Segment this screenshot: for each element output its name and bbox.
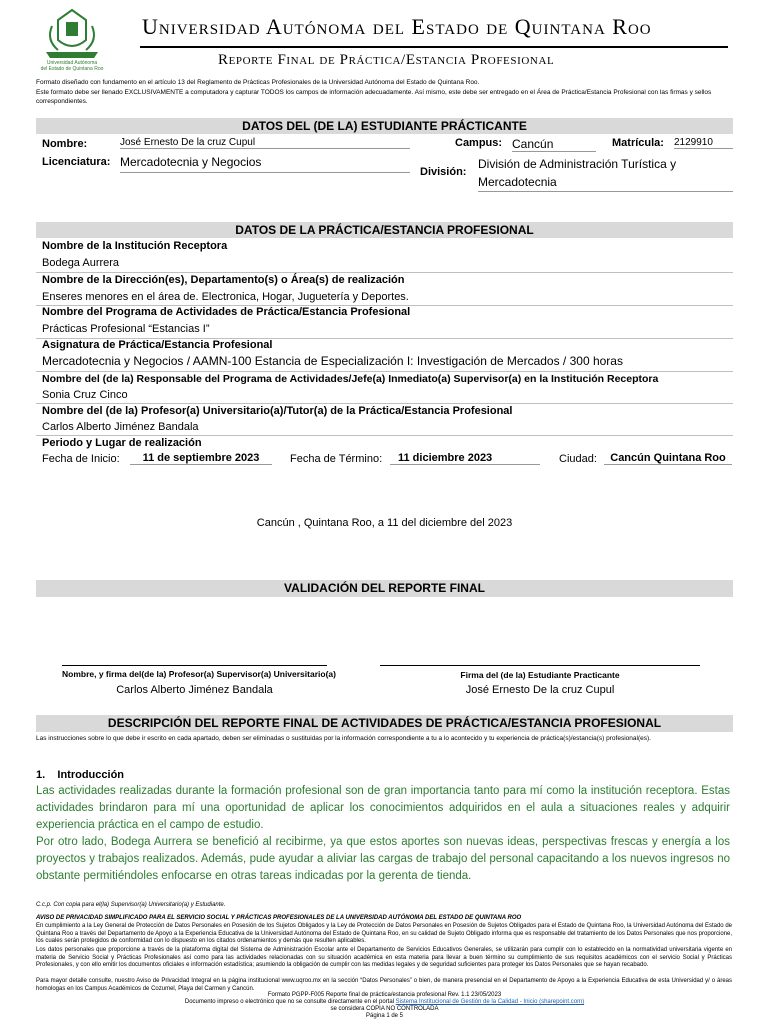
campus-label: Campus: [455, 137, 503, 149]
division-label: División: [420, 166, 467, 178]
university-seal-icon [36, 6, 108, 62]
city-label: Ciudad: [559, 453, 597, 465]
sig-left-name: Carlos Alberto Jiménez Bandala [116, 684, 273, 696]
institution-label: Nombre de la Institución Receptora [42, 240, 228, 252]
report-title: Reporte Final de Práctica/Estancia Profesional [218, 52, 555, 68]
degree-value: Mercadotecnia y Negocios [120, 155, 410, 173]
logo-caption: Universidad Autónoma del Estado de Quintana Roo [40, 60, 104, 72]
privacy-text-2: Los datos personales que proporcione a través de la plataforma digital del Sistema de Administración Escolar ante el Departamento de Servicios Educativos Generales, se utilizarán para cumplir con lo establecido en la normatividad universitaria vigente en materia de Servicio Social y Prácticas Profesionales así como para las actividades relacionadas con su situación académica en esta materia para llevar a buen término su cumplimiento de sus requisitos académicos con el servicio Social y Prácticas Profesionales, y con ello emitir los documentos oficiales e información estadística; asumiendo la obligación de cumplir con las medidas legales y de seguridad suficientes para proteger los Datos Personales que se hayan recabado. [36, 947, 732, 968]
sig-right-label: Firma del (de la) Estudiante Practicante [460, 670, 620, 680]
doc-line-text: Documento impreso o electrónico que no se consulte directamente en el portal [184, 999, 394, 1005]
university-logo [36, 6, 108, 74]
student-section-title: DATOS DEL (DE LA) ESTUDIANTE PRÁCTICANTE [36, 118, 733, 134]
practice-section-title: DATOS DE LA PRÁCTICA/ESTANCIA PROFESIONAL [36, 222, 733, 238]
institution-value: Bodega Aurrera [42, 257, 120, 269]
sig-left-label: Nombre, y firma del(de la) Profesor(a) Supervisor(a) Universitario(a) [62, 669, 336, 679]
city-value: Cancún Quintana Roo [604, 452, 732, 465]
division-value: División de Administración Turística y Mercadotecnia [478, 155, 733, 192]
program-label: Nombre del Programa de Actividades de Práctica/Estancia Profesional [42, 306, 411, 318]
divider [36, 435, 733, 436]
privacy-title: AVISO DE PRIVACIDAD SIMPLIFICADO PARA EL SERVICIO SOCIAL Y PRÁCTICAS PROFESIONALES DE LA UNIVERSIDAD AUTÓNOMA DEL ESTADO DE QUINTANA ROO [36, 915, 522, 921]
sig-right-name: José Ernesto De la cruz Cupul [465, 684, 615, 696]
area-value: Enseres menores en el área de. Electronica, Hogar, Juguetería y Deportes. [42, 291, 409, 303]
intro-heading: 1. Introducción [36, 769, 125, 781]
start-date: 11 de septiembre 2023 [130, 452, 272, 465]
quality-system-link[interactable]: Sistema Institucional de Gestión de la Calidad - Inicio (sharepoint.com) [395, 999, 585, 1005]
student-id: 2129910 [674, 137, 733, 149]
campus-value: Cancún [512, 137, 596, 152]
copy-note: se considera COPIA NO CONTROLADA [330, 1006, 439, 1012]
supervisor-value: Sonia Cruz Cinco [42, 389, 128, 401]
signature-line-left [62, 665, 327, 666]
program-value: Prácticas Profesional “Estancias I” [42, 323, 210, 335]
validation-section-title: VALIDACIÓN DEL REPORTE FINAL [36, 580, 733, 597]
divider [36, 371, 733, 372]
name-label: Nombre: [42, 138, 88, 150]
intro-paragraph-2: Por otro lado, Bodega Aurrera se benefició al recibirme, ya que estos aportes son nuevas ideas, perspectivas frescas y energía a los proyectos y trabajos realizados. Además, pude ayudar a aliviar las cargas de trabajo del personal capacitando a los nuevos ingresos no obstante permitiéndoles enfocarse en otras tareas indicadas por la gerenta de tienda. [36, 836, 730, 882]
id-label: Matrícula: [612, 137, 664, 149]
tutor-value: Carlos Alberto Jiménez Bandala [42, 421, 199, 433]
tutor-label: Nombre del (de la) Profesor(a) Universitario(a)/Tutor(a) de la Práctica/Estancia Profesional [42, 405, 513, 417]
format-line: Formato PGPP-F005 Reporte final de práctica/estancia profesional Rev. 1.1 23/05/2023 [267, 992, 502, 998]
privacy-text-1: En cumplimiento a la Ley General de Protección de Datos Personales en Posesión de los Sujetos Obligados y la Ley de Protección de Datos Personales en Posesión de Sujetos Obligados para el Estado de Quintana Roo, la Universidad Autónoma del Estado de Quintana Roo a través del Departamento de Apoyo a la Experiencia Educativa de la Universidad Autónoma del Estado de Quintana Roo, en su calidad de Sujeto Obligado informa que es responsable del tratamiento de los Datos Personales que nos proporcione, los cuales serán protegidos de conformidad con lo dispuesto en los citados ordenamientos y demás que resulten aplicables. [36, 923, 732, 944]
doc-line [36, 999, 733, 1005]
header-rule [140, 46, 728, 48]
student-name: José Ernesto De la cruz Cupul [120, 137, 410, 149]
subject-label: Asignatura de Práctica/Estancia Profesional [42, 339, 273, 351]
privacy-text-3: Para mayor detalle consulte, nuestro Aviso de Privacidad Integral en la página institucional www.uqroo.mx en la sección “Datos Personales” o bien, de manera presencial en el Departamento de Apoyo a la Experiencia Educativa de esta Universidad y/ o áreas homologas en los Campus Académicos de Cozumel, Playa del Carmen y Cancún. [36, 978, 732, 992]
end-label: Fecha de Término: [290, 453, 383, 465]
description-section-title: DESCRIPCIÓN DEL REPORTE FINAL DE ACTIVIDADES DE PRÁCTICA/ESTANCIA PROFESIONAL [36, 715, 733, 732]
ccp-note: C.c.p. Con copia para el(la) Supervisor(a) Universitario(a) y Estudiante. [36, 902, 226, 908]
format-note-1: Formato diseñado con fundamento en el artículo 13 del Reglamento de Prácticas Profesionales de la Universidad Autónoma del Estado de Quintana Roo. [36, 79, 480, 86]
page-number: Página 1 de 5 [365, 1013, 404, 1019]
intro-paragraph-1: Las actividades realizadas durante la formación profesional son de gran importancia tanto para mí como la institución receptora. Estas actividades brindaron para mí una oportunidad de aplicar los conocimientos adquiridos en el aula a situaciones reales y adquirir experiencia práctica en el campo de estudio. [36, 785, 730, 831]
place-date: Cancún , Quintana Roo, a 11 del diciembre del 2023 [256, 517, 513, 529]
description-instructions: Las instrucciones sobre lo que debe ir escrito en cada apartado, deben ser eliminadas o sustituidas por la información correspondiente a tu a lo acontecido y tu experiencia de práctica(s)/estancia(s) profesional(es). [36, 735, 651, 742]
degree-label: Licenciatura: [42, 156, 111, 168]
area-label: Nombre de la Dirección(es), Departamento(s) o Área(s) de realización [42, 274, 405, 286]
format-note-2: Este formato debe ser llenado EXCLUSIVAMENTE a computadora y capturar TODOS los campos de información adecuadamente. Así mismo, este debe ser entregado en el Área de Práctica/Estancia Profesional con las firmas y sellos correspondientes. [36, 89, 712, 105]
university-title: Universidad Autónoma del Estado de Quintana Roo [142, 14, 652, 39]
supervisor-label: Nombre del (de la) Responsable del Programa de Actividades/Jefe(a) Inmediato(a) Supervisor(a) en la Institución Receptora [42, 373, 659, 385]
divider [36, 272, 733, 273]
subject-value: Mercadotecnia y Negocios / AAMN-100 Estancia de Especialización I: Investigación de Mercados / 300 horas [42, 354, 623, 368]
signature-line-right [380, 665, 700, 666]
start-label: Fecha de Inicio: [42, 453, 120, 465]
divider [36, 403, 733, 404]
end-date: 11 diciembre 2023 [390, 452, 540, 465]
period-label: Periodo y Lugar de realización [42, 437, 202, 449]
